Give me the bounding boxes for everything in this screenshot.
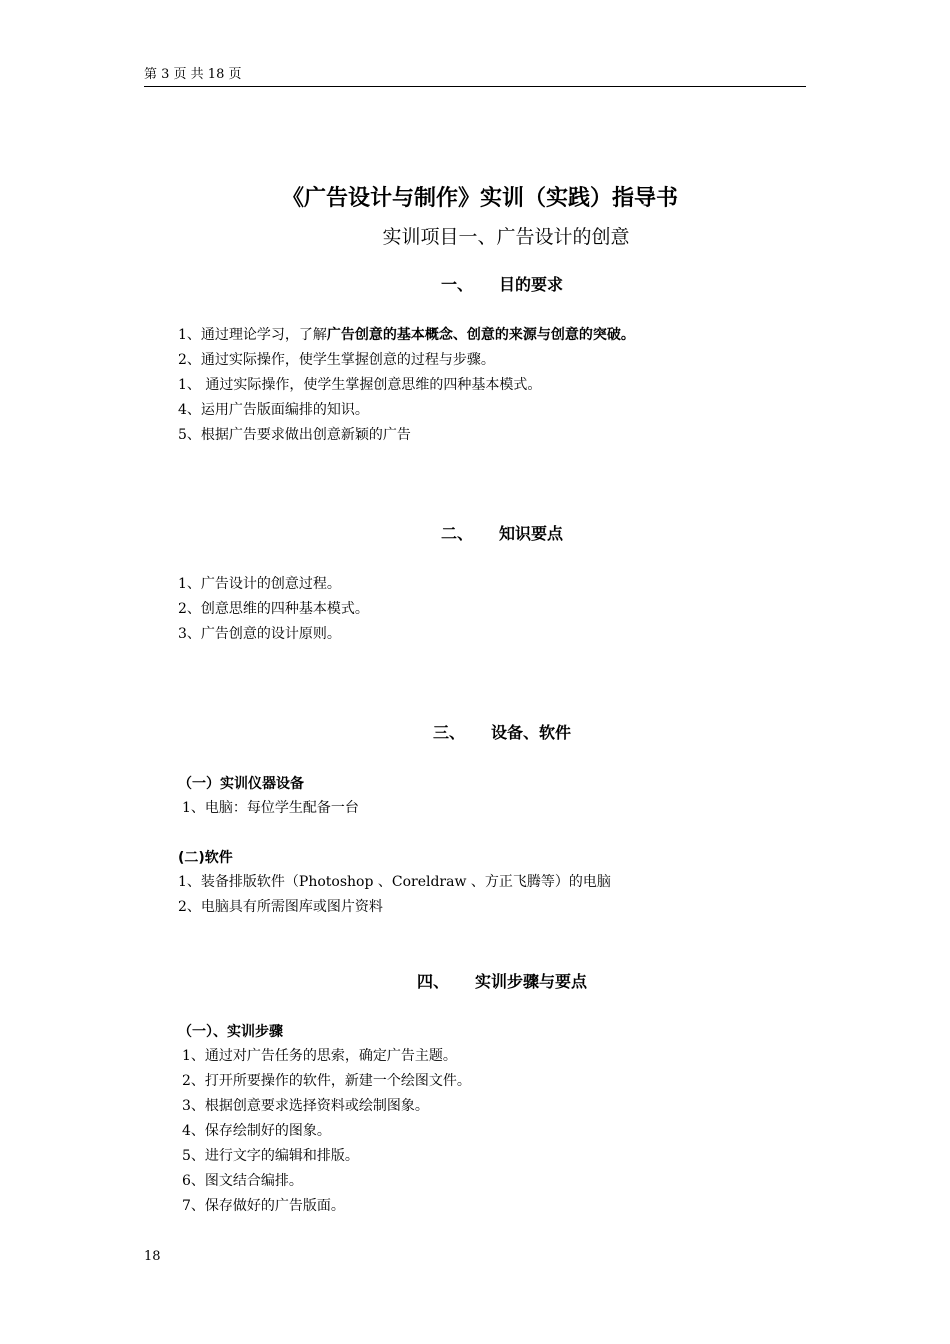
footer-page-number: 18 [144,1249,161,1264]
list-item [178,348,635,373]
section-number: 二、 [440,524,473,543]
section-title: 设备、软件 [491,723,572,742]
section-title: 实训步骤与要点 [475,972,588,991]
list-item: 4、保存绘制好的图象。 [182,1123,331,1139]
list-item: 1、装备排版软件（Photoshop 、Coreldraw 、方正飞腾等）的电脑 [178,874,611,890]
list-item: 5、进行文字的编辑和排版。 [182,1148,359,1164]
document-title: 《广告设计与制作》实训（实践）指导书 [281,186,678,211]
list-item-text: 4、运用广告版面编排的知识。 [178,402,369,418]
list-item-text: 5、根据广告要求做出创意新颖的广告 [178,427,411,443]
section-title: 目的要求 [499,275,564,294]
list-item [178,398,635,423]
page-header [144,66,806,87]
page-header-info: 第 3 页 共 18 页 [144,67,242,82]
list-item-text: 2、通过实际操作，使学生掌握创意的过程与步骤。 [178,352,495,368]
section-title: 知识要点 [499,524,564,543]
list-item-bold-text: 广告创意的基本概念、创意的来源与创意的突破。 [326,327,635,343]
list-item: 1、广告设计的创意过程。 [178,576,341,592]
sub-heading-instruments: （一）实训仪器设备 [178,776,304,792]
list-item: 2、电脑具有所需图库或图片资料 [178,899,383,915]
list-item-text: 1、 通过实际操作，使学生掌握创意思维的四种基本模式。 [178,377,542,393]
sub-heading-training-steps: （一）、实训步骤 [178,1024,283,1040]
section-number: 四、 [416,972,449,991]
section-heading-knowledge [0,523,950,545]
section-heading-equipment [0,722,950,744]
list-item [178,373,635,398]
list-item: 2、创意思维的四种基本模式。 [178,601,369,617]
section-heading-steps [0,971,950,993]
instruments-list [182,796,359,821]
section-number: 三、 [432,723,465,742]
list-item-text: 1、通过理论学习，了解 [178,327,327,343]
section-number: 一、 [440,275,473,294]
list-item: 2、打开所要操作的软件，新建一个绘图文件。 [182,1073,471,1089]
document-subtitle: 实训项目一、广告设计的创意 [382,226,630,248]
list-item [178,323,635,348]
list-item: 1、通过对广告任务的思索，确定广告主题。 [182,1048,457,1064]
list-item: 3、根据创意要求选择资料或绘制图象。 [182,1098,429,1114]
list-item: 3、广告创意的设计原则。 [178,626,341,642]
section-heading-objectives [0,274,950,296]
objectives-list [178,323,635,448]
sub-heading-software: (二)软件 [178,850,233,866]
list-item: 1、电脑：每位学生配备一台 [182,800,359,816]
list-item: 7、保存做好的广告版面。 [182,1198,345,1214]
list-item: 6、图文结合编排。 [182,1173,303,1189]
list-item [178,423,635,448]
software-list [178,870,611,920]
training-steps-list [182,1044,471,1219]
knowledge-list [178,572,369,647]
